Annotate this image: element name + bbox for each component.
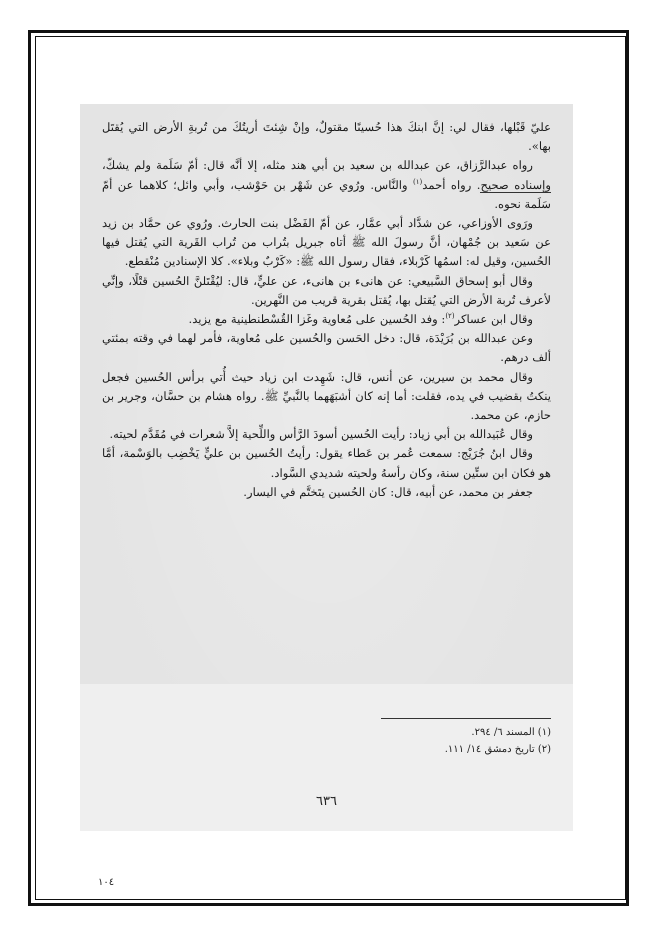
footnote-ref-1: (١): [413, 177, 423, 186]
paragraph-3: ورَوى الأوزاعي، عن شدَّاد أبي عمَّار، عن أمّ الفَضْل بنت الحارث. ورُوي عن حمَّاد بن زيد عن سَعيد بن جُمْهان، أنَّ رسولَ الله ﷺ أتاه جبريل بتُراب من تُراب القَرية التي يُقتل فيها الحُسين، وقيل له: اسمُها كَرْبلاء، فقال رسول الله ﷺ: «كَرْبٌ وبلاء». كلا الإسنادين مُنْقطع.: [102, 216, 551, 269]
paragraph-7: وقال محمد بن سيرين، عن أنس، قال: شَهِدت ابن زياد حيث أُتي برأس الحُسين فجعل ينكتُ بقضيب في يده، فقلت: أما إنه كان أشبَهَهما بالنَّبيِّ ﷺ. رواه هشام بن حسَّان، وجرير بن حازم، عن محمد.: [102, 369, 551, 423]
footnote-ref-2: (٢): [445, 312, 455, 321]
underlined-phrase: وإسناده صحيح: [480, 177, 551, 192]
page-number: ١٠٤: [98, 877, 115, 888]
paragraph-2: رواه عبدالرَّزاق، عن عبدالله بن سعيد بن أبي هند مثله، إلا أنَّه قال: أمّ سَلَمة ولم يشكّ، وإسناده صحيح. رواه أحمد$^{(١)}$ والنَّاس. ورُوي عن شَهْر بن حَوْشب، وأبي وائل؛ كلاهما عن أمّ سَلَمة نحوه.: [102, 158, 551, 211]
paragraph-10: جعفر بن محمد، عن أبيه، قال: كان الحُسين يتَختَّم في اليسار.: [243, 484, 533, 499]
footnote-divider: [381, 718, 551, 719]
body-text: [102, 118, 551, 502]
scan-page-number: ٦٣٦: [316, 794, 337, 809]
paragraph-9: وقال ابنُ جُرَيْج: سمعت عُمر بن عَطاء يقول: رأيتُ الحُسين بن عليٍّ يَخْضِب بالوَسْمة، أمَّا هو فكان ابن ستِّين سنة، وكان رأسهُ ولحيته شديدي السَّواد.: [102, 446, 551, 480]
paragraph-8: وقال عُبَيدالله بن أبي زياد: رأيت الحُسين أسودَ الرَّأس واللِّحية إلاَّ شعرات في مُقَدَّم لحيته.: [109, 427, 533, 442]
footnotes: [111, 724, 551, 758]
paragraph-1: عليّ قَبْلها، فقال لي: إنَّ ابنكَ هذا حُسينًا مقتولٌ، وإنْ شِئتَ أريتُكَ من تُربةِ الأرض التي يُقتَل بها».: [102, 120, 551, 154]
footnote-1: (١) المسند ٦/ ٢٩٤.: [471, 727, 551, 738]
paragraph-4: وقال أبو إسحاق السَّبيعي: عن هانىء بن هانىء، عن عليٍّ، قال: ليُقْتَلنَّ الحُسين قتْلًا، وإنِّي لأعرف تُربة الأرض التي يُقتل بها، يُقتل بقرية قريب من النَّهرين.: [102, 273, 551, 307]
paragraph-6: وعن عبدالله بن بُرَيْدَة، قال: دخل الحَسن والحُسين على مُعاوية، فأمر لهما في وقته بمئتي ألف درهم.: [102, 331, 551, 365]
scanned-book-page: [80, 104, 573, 831]
paragraph-5: وقال ابن عساكر$^{(٢)}$: وفد الحُسين على مُعاوية وغَزا القُسْطنطينية مع يزيد.: [188, 312, 533, 327]
footnote-2: (٢) تاريخ دمشق ١٤/ ١١١.: [444, 744, 551, 755]
